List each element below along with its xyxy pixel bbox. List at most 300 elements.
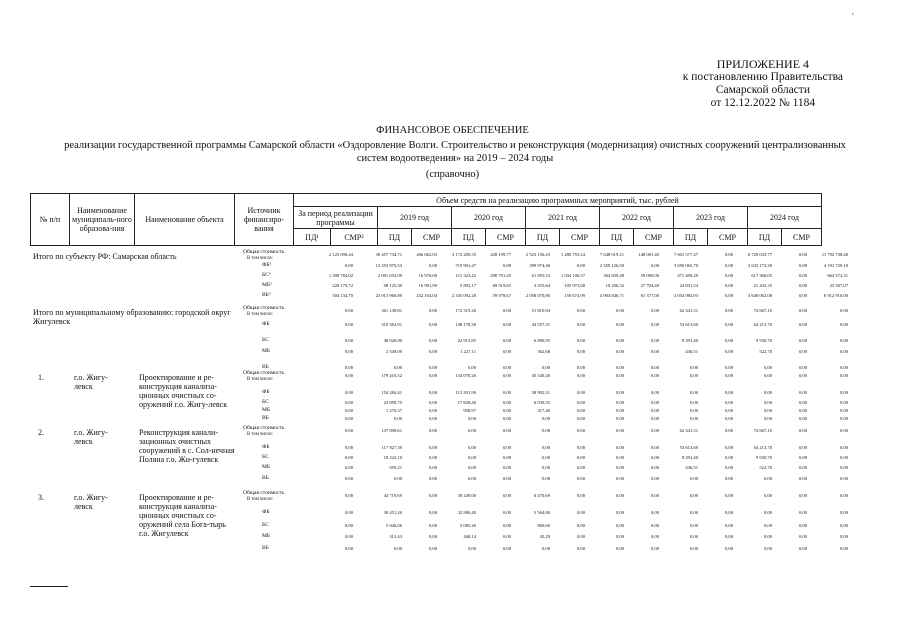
- value-cell: 0,00: [576, 365, 585, 370]
- value-cell: 0,00: [839, 408, 848, 413]
- value-cell: 0,00: [541, 476, 550, 481]
- value-cell: 0,00: [650, 365, 659, 370]
- value-cell: 0,00: [428, 338, 437, 343]
- value-cell: 0,00: [467, 465, 476, 470]
- value-cell: 0,00: [689, 493, 698, 498]
- value-cell: 6 890,95: [533, 338, 550, 343]
- value-cell: 0,00: [615, 338, 624, 343]
- source-incl-label: В том числе:: [247, 312, 273, 317]
- value-cell: 0,00: [724, 252, 733, 257]
- value-cell: 111 323,42: [455, 273, 476, 278]
- value-cell: 0,00: [839, 534, 848, 539]
- value-cell: 0,00: [344, 534, 353, 539]
- value-cell: 0,00: [798, 416, 807, 421]
- value-cell: 0,00: [576, 523, 585, 528]
- value-cell: 0,00: [502, 308, 511, 313]
- source-fb-label: ФБ: [262, 389, 270, 395]
- value-cell: 74 667,10: [753, 308, 772, 313]
- value-cell: 62 341,51: [679, 428, 698, 433]
- value-cell: 74 667,10: [753, 428, 772, 433]
- value-cell: 0,00: [724, 263, 733, 268]
- value-cell: 0,00: [615, 390, 624, 395]
- value-cell: 0,00: [839, 400, 848, 405]
- value-cell: 362,68: [537, 349, 550, 354]
- value-cell: 61 377,00: [640, 293, 659, 298]
- value-cell: 0,00: [344, 428, 353, 433]
- value-cell: 0,00: [344, 365, 353, 370]
- value-cell: 268,14: [463, 534, 476, 539]
- value-cell: 0,00: [502, 465, 511, 470]
- value-cell: 0,00: [650, 349, 659, 354]
- value-cell: 0,00: [650, 546, 659, 551]
- source-incl-label: В том числе:: [247, 377, 273, 382]
- source-mb-label: МБ: [262, 533, 271, 539]
- value-cell: 0,00: [724, 338, 733, 343]
- value-cell: 115 291,90: [455, 390, 476, 395]
- value-cell: 0,00: [576, 455, 585, 460]
- value-cell: 0,00: [344, 546, 353, 551]
- value-cell: 0,00: [763, 400, 772, 405]
- value-cell: 0,00: [344, 476, 353, 481]
- value-cell: 0,00: [650, 534, 659, 539]
- value-cell: 0,00: [502, 373, 511, 378]
- value-cell: 7 601 577,47: [673, 252, 698, 257]
- value-cell: 0,00: [615, 322, 624, 327]
- value-cell: 0,00: [724, 546, 733, 551]
- value-cell: 0,00: [763, 546, 772, 551]
- source-mb-label: МБ: [262, 348, 271, 354]
- value-cell: 0,00: [502, 546, 511, 551]
- value-cell: 0,00: [724, 400, 733, 405]
- value-cell: 0,00: [344, 322, 353, 327]
- value-cell: 436,51: [685, 349, 698, 354]
- value-cell: 0,00: [798, 308, 807, 313]
- value-cell: 0,00: [576, 546, 585, 551]
- value-cell: 0,00: [798, 534, 807, 539]
- value-cell: 0,00: [502, 510, 511, 515]
- value-cell: 0,00: [798, 408, 807, 413]
- value-cell: 0,00: [502, 390, 511, 395]
- municipality-name: г.о. Жигу-левск: [74, 493, 108, 511]
- value-cell: 310 562,91: [381, 322, 402, 327]
- value-cell: 0,00: [467, 455, 476, 460]
- value-cell: 8 291,40: [681, 455, 698, 460]
- value-cell: 1 227,11: [460, 349, 476, 354]
- source-bs-label: БС: [262, 337, 269, 343]
- value-cell: 32 886,40: [457, 510, 476, 515]
- footnote-rule: [30, 586, 68, 587]
- value-cell: 617 366,05: [751, 273, 772, 278]
- value-cell: 958,97: [463, 408, 476, 413]
- value-cell: 0,00: [541, 546, 550, 551]
- value-cell: 0,00: [839, 428, 848, 433]
- value-cell: 0,00: [502, 322, 511, 327]
- document-note: (справочно): [425, 169, 480, 180]
- value-cell: 0,00: [839, 445, 848, 450]
- appendix-header: [683, 58, 843, 110]
- value-cell: 959,21: [389, 465, 402, 470]
- value-cell: 0,00: [428, 390, 437, 395]
- value-cell: 23 913 966,80: [375, 293, 402, 298]
- value-cell: 0,00: [724, 416, 733, 421]
- value-cell: 0,00: [344, 338, 353, 343]
- value-cell: 6 912 910,00: [823, 293, 848, 298]
- value-cell: 860,60: [537, 523, 550, 528]
- value-cell: 0,00: [467, 365, 476, 370]
- value-cell: 0,00: [839, 523, 848, 528]
- value-cell: 0,00: [615, 428, 624, 433]
- value-cell: 0,00: [724, 308, 733, 313]
- value-cell: 0,00: [798, 252, 807, 257]
- value-cell: 0,00: [541, 416, 550, 421]
- value-cell: 0,00: [798, 390, 807, 395]
- pd-header: ПД: [674, 229, 708, 246]
- value-cell: 0,00: [724, 510, 733, 515]
- value-cell: 0,00: [428, 523, 437, 528]
- value-cell: 0,00: [798, 465, 807, 470]
- value-cell: 4 904 846,71: [599, 293, 624, 298]
- value-cell: 0,00: [798, 349, 807, 354]
- value-cell: 5 946,06: [385, 523, 402, 528]
- value-cell: 0,00: [541, 428, 550, 433]
- value-cell: 3 255,64: [533, 283, 550, 288]
- value-cell: 39 457 734,71: [375, 252, 402, 257]
- value-cell: 0,00: [650, 455, 659, 460]
- corner-mark: ': [852, 12, 854, 23]
- value-cell: 53 613,60: [679, 322, 698, 327]
- value-cell: 0,00: [839, 455, 848, 460]
- value-cell: 0,00: [650, 308, 659, 313]
- source-total-label: Общая стоимость: [243, 425, 285, 431]
- value-cell: 0,00: [689, 510, 698, 515]
- value-cell: 0,00: [650, 373, 659, 378]
- value-cell: 0,00: [650, 322, 659, 327]
- value-cell: 0,00: [724, 465, 733, 470]
- col-num-header: № п/п: [31, 194, 70, 246]
- value-cell: 21 432,35: [753, 283, 772, 288]
- value-cell: 266 062,03: [416, 252, 437, 257]
- source-bs-label: БС: [262, 454, 269, 460]
- pd-header: ПД: [526, 229, 560, 246]
- value-cell: 0,00: [428, 510, 437, 515]
- value-cell: 44 719,69: [383, 493, 402, 498]
- value-cell: 6 470,69: [533, 493, 550, 498]
- value-cell: 0,00: [650, 476, 659, 481]
- value-cell: 0,00: [724, 322, 733, 327]
- value-cell: 0,00: [763, 510, 772, 515]
- value-cell: 0,00: [344, 523, 353, 528]
- value-cell: 0,00: [502, 416, 511, 421]
- value-cell: 664 572,31: [827, 273, 848, 278]
- value-cell: 0,00: [615, 510, 624, 515]
- value-cell: 0,00: [689, 390, 698, 395]
- value-cell: 3 648 062,08: [747, 293, 772, 298]
- value-cell: 0,00: [467, 416, 476, 421]
- value-cell: 59 000,00: [640, 273, 659, 278]
- value-cell: 0,00: [428, 534, 437, 539]
- value-cell: 0,00: [467, 428, 476, 433]
- value-cell: 0,00: [724, 493, 733, 498]
- pd-header: ПД: [600, 229, 634, 246]
- object-name: Реконструкция канали-зационных очистных сооружений в с. Сол-нечная Поляна г.о. Жи-гулевск: [139, 428, 235, 464]
- value-cell: 0,00: [428, 428, 437, 433]
- smr-header: СМР: [412, 229, 452, 246]
- value-cell: 0,00: [344, 400, 353, 405]
- value-cell: 0,00: [798, 373, 807, 378]
- value-cell: 5 085,46: [459, 523, 476, 528]
- value-cell: 6 720 033,77: [747, 252, 772, 257]
- region-line: Самарской области: [715, 84, 810, 96]
- value-cell: 0,00: [428, 365, 437, 370]
- value-cell: 0,00: [428, 400, 437, 405]
- value-cell: 0,00: [839, 349, 848, 354]
- block-total-label: Итого по муниципальному образованию: городской округ Жигулевск: [33, 308, 231, 326]
- source-incl-label: В том числе:: [247, 256, 273, 261]
- value-cell: 0,00: [650, 338, 659, 343]
- value-cell: 0,00: [650, 400, 659, 405]
- value-cell: 7 648 019,21: [599, 252, 624, 257]
- value-cell: 0,00: [763, 408, 772, 413]
- value-cell: 0,00: [576, 465, 585, 470]
- source-total-label: Общая стоимость: [243, 305, 285, 311]
- value-cell: 0,00: [650, 408, 659, 413]
- value-cell: 64 213,70: [753, 445, 772, 450]
- value-cell: 0,00: [763, 416, 772, 421]
- value-cell: 48 026,90: [383, 338, 402, 343]
- value-cell: 0,00: [650, 428, 659, 433]
- source-vb-label: ВБ: [262, 475, 269, 481]
- value-cell: 17 828,40: [457, 400, 476, 405]
- value-cell: 2 335 092,28: [451, 293, 476, 298]
- value-cell: 0,00: [724, 390, 733, 395]
- value-cell: 0,00: [798, 445, 807, 450]
- value-cell: 0,00: [798, 273, 807, 278]
- value-cell: 6 030,35: [533, 400, 550, 405]
- value-cell: 0,00: [428, 455, 437, 460]
- value-cell: 2 091 652,09: [377, 273, 402, 278]
- value-cell: 0,00: [798, 322, 807, 327]
- value-cell: 0,00: [428, 308, 437, 313]
- value-cell: 0,00: [763, 390, 772, 395]
- value-cell: 0,00: [689, 476, 698, 481]
- value-cell: 317,40: [537, 408, 550, 413]
- value-cell: 0,00: [839, 322, 848, 327]
- value-cell: 0,00: [344, 263, 353, 268]
- value-cell: 0,00: [615, 416, 624, 421]
- value-cell: 0,00: [689, 416, 698, 421]
- value-cell: 0,00: [576, 390, 585, 395]
- value-cell: 0,00: [576, 373, 585, 378]
- value-cell: 0,00: [576, 400, 585, 405]
- value-cell: 0,00: [798, 476, 807, 481]
- value-cell: 0,00: [576, 493, 585, 498]
- value-cell: 0,00: [798, 510, 807, 515]
- source-vb-label: ВБ: [262, 364, 269, 370]
- value-cell: 0,00: [615, 408, 624, 413]
- value-cell: 0,00: [615, 523, 624, 528]
- value-cell: 0,00: [798, 493, 807, 498]
- value-cell: 0,00: [502, 445, 511, 450]
- object-name: Проектирование и ре-конструкция канализа-ционных очистных со-оружений села Бога-тырь г.о. Жигулевск: [139, 493, 226, 538]
- value-cell: 4 054 984,93: [673, 293, 698, 298]
- source-bs-label: БС: [262, 399, 269, 405]
- value-cell: 23 507,07: [829, 283, 848, 288]
- smr-header: СМР: [560, 229, 600, 246]
- value-cell: 19 206,32: [605, 283, 624, 288]
- value-cell: 522,70: [759, 349, 772, 354]
- value-cell: 0,00: [689, 546, 698, 551]
- row-number: 3.: [38, 493, 44, 502]
- value-cell: 399 974,46: [529, 263, 550, 268]
- value-cell: 3 050 065,70: [673, 263, 698, 268]
- source-total-label: Общая стоимость: [243, 490, 285, 496]
- value-cell: 44 557,31: [531, 322, 550, 327]
- value-cell: 0,00: [763, 493, 772, 498]
- value-cell: 0,00: [502, 338, 511, 343]
- value-cell: 0,00: [467, 546, 476, 551]
- municipality-name: г.о. Жигу-левск: [74, 428, 108, 446]
- source-incl-label: В том числе:: [247, 432, 273, 437]
- value-cell: 0,00: [724, 534, 733, 539]
- period-header: За период реализации программы: [294, 207, 378, 229]
- year-2019-header: 2019 год: [378, 207, 452, 229]
- value-cell: 2 633 173,30: [747, 263, 772, 268]
- value-cell: 69 519,65: [492, 283, 511, 288]
- source-mb-label: МБ: [262, 407, 271, 413]
- source-vb-label: ВБ: [262, 415, 269, 421]
- value-cell: 0,00: [615, 546, 624, 551]
- volume-group-header: Объем средств на реализацию программных мероприятий, тыс. рублей: [294, 194, 822, 207]
- value-cell: 172 319,26: [455, 308, 476, 313]
- value-cell: 0,00: [576, 322, 585, 327]
- value-cell: 0,00: [541, 445, 550, 450]
- value-cell: 0,00: [650, 445, 659, 450]
- value-cell: 0,00: [541, 365, 550, 370]
- value-cell: 0,00: [839, 390, 848, 395]
- value-cell: 0,00: [615, 493, 624, 498]
- value-cell: 0,00: [798, 365, 807, 370]
- value-cell: 0,00: [467, 476, 476, 481]
- value-cell: 0,00: [650, 510, 659, 515]
- value-cell: 0,00: [344, 510, 353, 515]
- value-cell: 0,00: [615, 365, 624, 370]
- value-cell: 5 564,80: [533, 510, 550, 515]
- source-bs-label: БС: [262, 522, 269, 528]
- value-cell: 0,00: [839, 373, 848, 378]
- value-cell: 16 976,00: [418, 273, 437, 278]
- row-number: 1.: [38, 373, 44, 382]
- col-source-header: Источник финансиро-вания: [235, 194, 294, 246]
- value-cell: 0,00: [428, 445, 437, 450]
- value-cell: 2 523 156,43: [525, 252, 550, 257]
- value-cell: 0,00: [428, 322, 437, 327]
- value-cell: 0,00: [724, 273, 733, 278]
- value-cell: 0,00: [428, 263, 437, 268]
- value-cell: 0,00: [576, 338, 585, 343]
- value-cell: 11 792 738,48: [821, 252, 848, 257]
- value-cell: 0,00: [724, 455, 733, 460]
- value-cell: 8 291,40: [681, 338, 698, 343]
- value-cell: 0,00: [576, 428, 585, 433]
- value-cell: 0,00: [502, 365, 511, 370]
- smr-total-header: СМР²: [331, 229, 378, 246]
- source-fb-label: ФБ: [262, 509, 270, 515]
- value-cell: 1 280 755,24: [560, 252, 585, 257]
- value-cell: 0,00: [839, 308, 848, 313]
- value-cell: 522,70: [759, 465, 772, 470]
- year-2023-header: 2023 год: [674, 207, 748, 229]
- value-cell: 38 992,51: [531, 390, 550, 395]
- row-number: 2.: [38, 428, 44, 437]
- year-2022-header: 2022 год: [600, 207, 674, 229]
- value-cell: 0,00: [839, 365, 848, 370]
- value-cell: 1 398 784,02: [328, 273, 353, 278]
- value-cell: 0,00: [576, 308, 585, 313]
- value-cell: 154 284,41: [381, 390, 402, 395]
- value-cell: 148 081,40: [638, 252, 659, 257]
- source-fb-label: ФБ³: [262, 262, 272, 268]
- value-cell: 0,00: [502, 493, 511, 498]
- value-cell: 0,00: [615, 445, 624, 450]
- smr-header: СМР: [708, 229, 748, 246]
- value-cell: 38 451,20: [383, 510, 402, 515]
- value-cell: 471 409,29: [677, 273, 698, 278]
- value-cell: 179 410,52: [381, 373, 402, 378]
- value-cell: 0,00: [344, 455, 353, 460]
- value-cell: 0,00: [724, 445, 733, 450]
- source-incl-label: В том числе:: [247, 497, 273, 502]
- value-cell: 0,00: [541, 455, 550, 460]
- document-subtitle: реализации государственной программы Самарской области «Оздоровление Волги. Строительство и реконструкция (модернизация) очистных сооружений централизованных систем водоотведения» на 2019 – 2024 годы: [64, 140, 846, 164]
- value-cell: 0,00: [467, 445, 476, 450]
- value-cell: 0,00: [576, 416, 585, 421]
- value-cell: 0,00: [689, 365, 698, 370]
- value-cell: 0,00: [615, 455, 624, 460]
- value-cell: 0,00: [576, 349, 585, 354]
- value-cell: 0,00: [839, 465, 848, 470]
- value-cell: 0,00: [839, 476, 848, 481]
- source-fb-label: ФБ: [262, 321, 270, 327]
- value-cell: 0,00: [576, 534, 585, 539]
- value-cell: 148 178,30: [455, 322, 476, 327]
- source-bs-label: БС⁴: [262, 272, 271, 278]
- value-cell: 24 831,54: [679, 283, 698, 288]
- value-cell: 0,00: [344, 465, 353, 470]
- value-cell: 51 810,94: [531, 308, 550, 313]
- value-cell: 62 341,51: [679, 308, 698, 313]
- value-cell: 0,00: [502, 428, 511, 433]
- year-2021-header: 2021 год: [526, 207, 600, 229]
- value-cell: 232 104,04: [416, 293, 437, 298]
- value-cell: 105 973,68: [564, 283, 585, 288]
- pd-total-header: ПД¹: [294, 229, 331, 246]
- value-cell: 0,00: [798, 455, 807, 460]
- value-cell: 0,00: [839, 338, 848, 343]
- value-cell: 0,00: [615, 349, 624, 354]
- value-cell: 0,00: [428, 546, 437, 551]
- value-cell: 0,00: [724, 365, 733, 370]
- smr-header: СМР: [782, 229, 822, 246]
- value-cell: 0,00: [344, 308, 353, 313]
- value-cell: 0,00: [502, 408, 511, 413]
- value-cell: 0,00: [393, 546, 402, 551]
- value-cell: 0,00: [650, 263, 659, 268]
- value-cell: 4 191 729,10: [823, 263, 848, 268]
- block-total-label: Итого по субъекту РФ: Самарская область: [33, 252, 177, 261]
- value-cell: 0,00: [428, 373, 437, 378]
- value-cell: 2 359 126,50: [599, 263, 624, 268]
- value-cell: 5 892,17: [459, 283, 476, 288]
